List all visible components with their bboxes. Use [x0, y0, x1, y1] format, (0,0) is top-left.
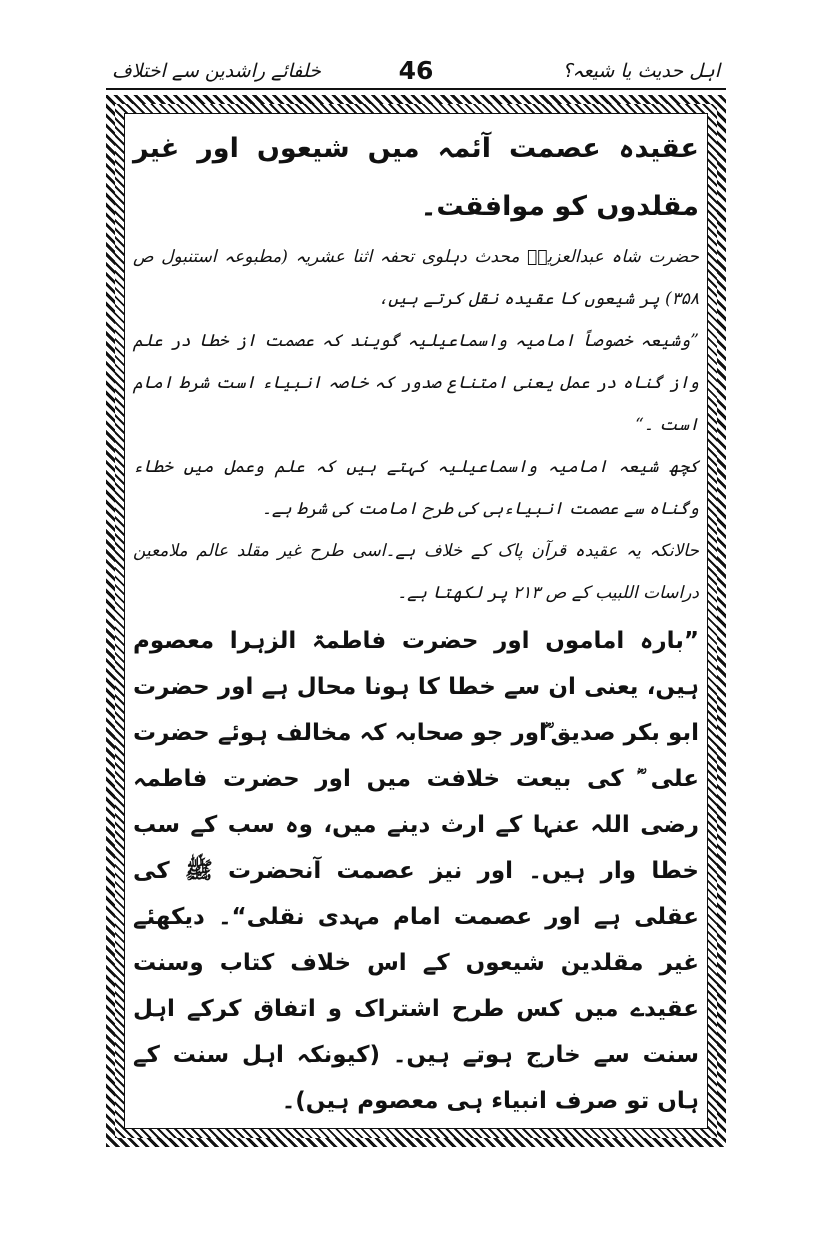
page-body	[124, 113, 708, 1129]
book-title: اہل حدیث یا شیعہ؟	[562, 60, 720, 82]
persian-quote: ”وشیعہ خصوصاً امامیہ واسماعیلیہ گویند کہ عصمت از خطا در علم واز گناہ در عمل یعنی امتناع صدور کہ خاصہ انبیاء است شرط امام است ۔“	[133, 331, 699, 435]
page-header	[106, 52, 726, 92]
page-number: 46	[398, 56, 434, 85]
translation-paragraph: کچھ شیعہ امامیہ واسماعیلیہ کہتے ہیں کہ علم وعمل میں خطاء وگناہ سے عصمت انبیاءہی کی طرح امامت کی شرط ہے۔	[133, 457, 699, 519]
section-heading: عقیدہ عصمت آئمہ میں شیعوں اور غیر مقلدوں کو موافقت۔	[133, 133, 699, 222]
decorative-border	[106, 95, 726, 1147]
text-content	[133, 120, 699, 1124]
header-rule	[106, 88, 726, 90]
intro-paragraph: حضرت شاہ عبدالعزیزؒ محدث دہلوی تحفہ اثنا عشریہ (مطبوعہ استنبول ص ۳۵۸) پر شیعوں کا عقیدہ نقل کرتے ہیں،	[133, 247, 699, 309]
chapter-title: خلفائے راشدین سے اختلاف	[112, 60, 321, 82]
transition-paragraph: حالانکہ یہ عقیدہ قرآن پاک کے خلاف ہے۔اسی طرح غیر مقلد عالم ملامعین دراسات اللبیب کے ص ۲۱۳ پر لکھتا ہے۔	[133, 541, 699, 603]
main-quote: ”بارہ اماموں اور حضرت فاطمۃ الزہرا معصوم ہیں، یعنی ان سے خطا کا ہونا محال ہے اور حضرت ابو بکر صدیق ؓاور جو صحابہ کہ مخالف ہوئے حضرت علی ؓ کی بیعت خلافت میں اور حضرت فاطمہ رضی اللہ عنہا کے ارث دینے میں، وہ سب کے سب خطا وار ہیں۔ اور نیز عصمت آنحضرت ﷺ کی عقلی ہے اور عصمت امام مہدی نقلی“۔ دیکھئے غیر مقلدین شیعوں کے اس خلاف کتاب وسنت عقیدے میں کس طرح اشتراک و اتفاق کرکے اہل سنت سے خارج ہوتے ہیں۔ (کیونکہ اہل سنت کے ہاں تو صرف انبیاء ہی معصوم ہیں)۔	[133, 628, 699, 1114]
